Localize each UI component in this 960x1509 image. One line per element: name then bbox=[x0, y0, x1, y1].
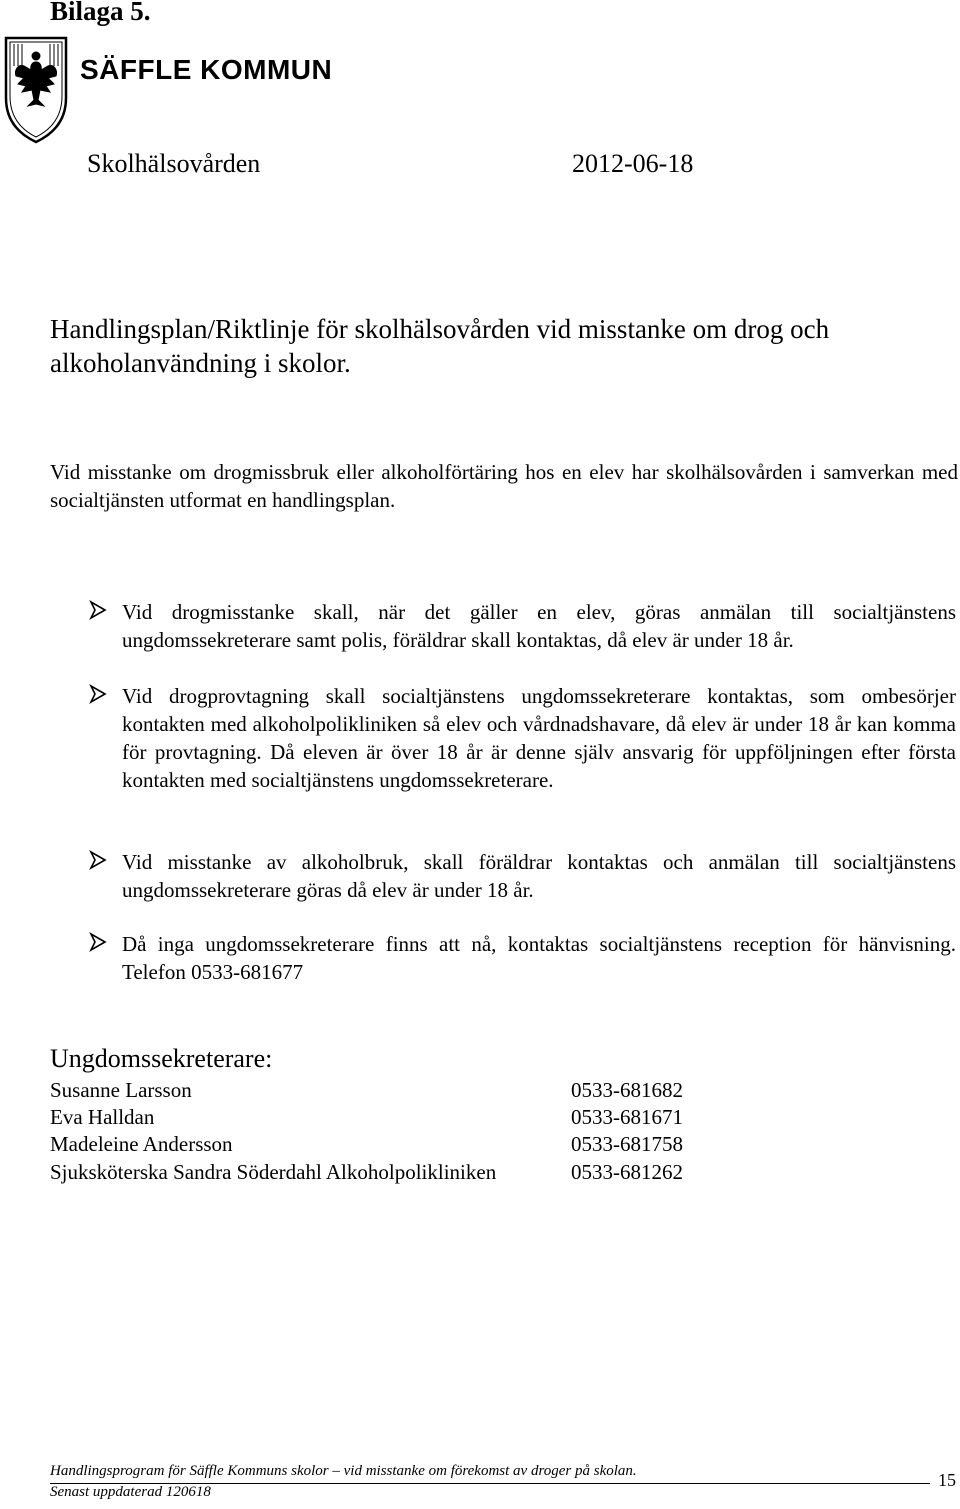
list-item-text: Vid drogprovtagning skall socialtjänstens ungdomssekreterare kontaktas, som ombesörjer kontakten med alkoholpolikliniken så elev och vårdnadshavare, då elev är under 18 år kan komma för provtagning. Då eleven är över 18 år är denne själv ansvarig för uppföljningen efter första kontakten med socialtjänstens ungdomssekreterare. bbox=[122, 684, 956, 792]
organization-name: SÄFFLE KOMMUN bbox=[80, 54, 333, 85]
intro-paragraph: Vid misstanke om drogmissbruk eller alkoholförtäring hos en elev har skolhälsovården i samverkan med socialtjänsten utformat en handlingsplan. bbox=[50, 460, 958, 512]
contact-row bbox=[50, 1103, 683, 1131]
contact-row bbox=[50, 1158, 683, 1186]
contact-row bbox=[50, 1130, 683, 1158]
page-number: 15 bbox=[938, 1470, 956, 1490]
contact-phone: 0533-681758 bbox=[571, 1132, 683, 1156]
arrow-bullet-icon bbox=[88, 848, 108, 877]
contact-name: Eva Halldan bbox=[50, 1105, 155, 1129]
arrow-bullet-icon bbox=[88, 598, 108, 627]
contact-name: Madeleine Andersson bbox=[50, 1132, 233, 1156]
contact-phone: 0533-681262 bbox=[571, 1160, 683, 1184]
arrow-bullet-icon bbox=[88, 682, 108, 711]
footer-text: Handlingsprogram för Säffle Kommuns skolor – vid misstanke om förekomst av droger på skolan. bbox=[50, 1463, 637, 1479]
arrow-bullet-icon bbox=[88, 930, 108, 959]
contact-name: Sjuksköterska Sandra Söderdahl Alkoholpolikliniken bbox=[50, 1160, 497, 1184]
attachment-label: Bilaga 5. bbox=[50, 0, 151, 26]
contact-name: Susanne Larsson bbox=[50, 1078, 192, 1102]
document-title: Handlingsplan/Riktlinje för skolhälsovården vid misstanke om drog och alkoholanvändning i skolor. bbox=[50, 314, 830, 378]
list-item-text: Vid misstanke av alkoholbruk, skall föräldrar kontaktas och anmälan till socialtjänstens ungdomssekreterare göras då elev är under 18 år. bbox=[122, 850, 956, 902]
footer-updated: Senast uppdaterad 120618 bbox=[50, 1484, 211, 1500]
department-name: Skolhälsovården bbox=[87, 149, 261, 178]
document-date: 2012-06-18 bbox=[572, 149, 694, 178]
contact-row bbox=[50, 1076, 683, 1104]
coat-of-arms-icon bbox=[4, 36, 68, 149]
contact-phone: 0533-681682 bbox=[571, 1078, 683, 1102]
contacts-heading: Ungdomssekreterare: bbox=[50, 1044, 273, 1073]
list-item-text: Vid drogmisstanke skall, när det gäller en elev, göras anmälan till socialtjänstens ungdomssekreterare samt polis, föräldrar skall kontaktas, då elev är under 18 år. bbox=[122, 600, 956, 652]
contact-phone: 0533-681671 bbox=[571, 1105, 683, 1129]
list-item-text: Då inga ungdomssekreterare finns att nå, kontaktas socialtjänstens reception för hänvisning. Telefon 0533-681677 bbox=[122, 932, 956, 984]
